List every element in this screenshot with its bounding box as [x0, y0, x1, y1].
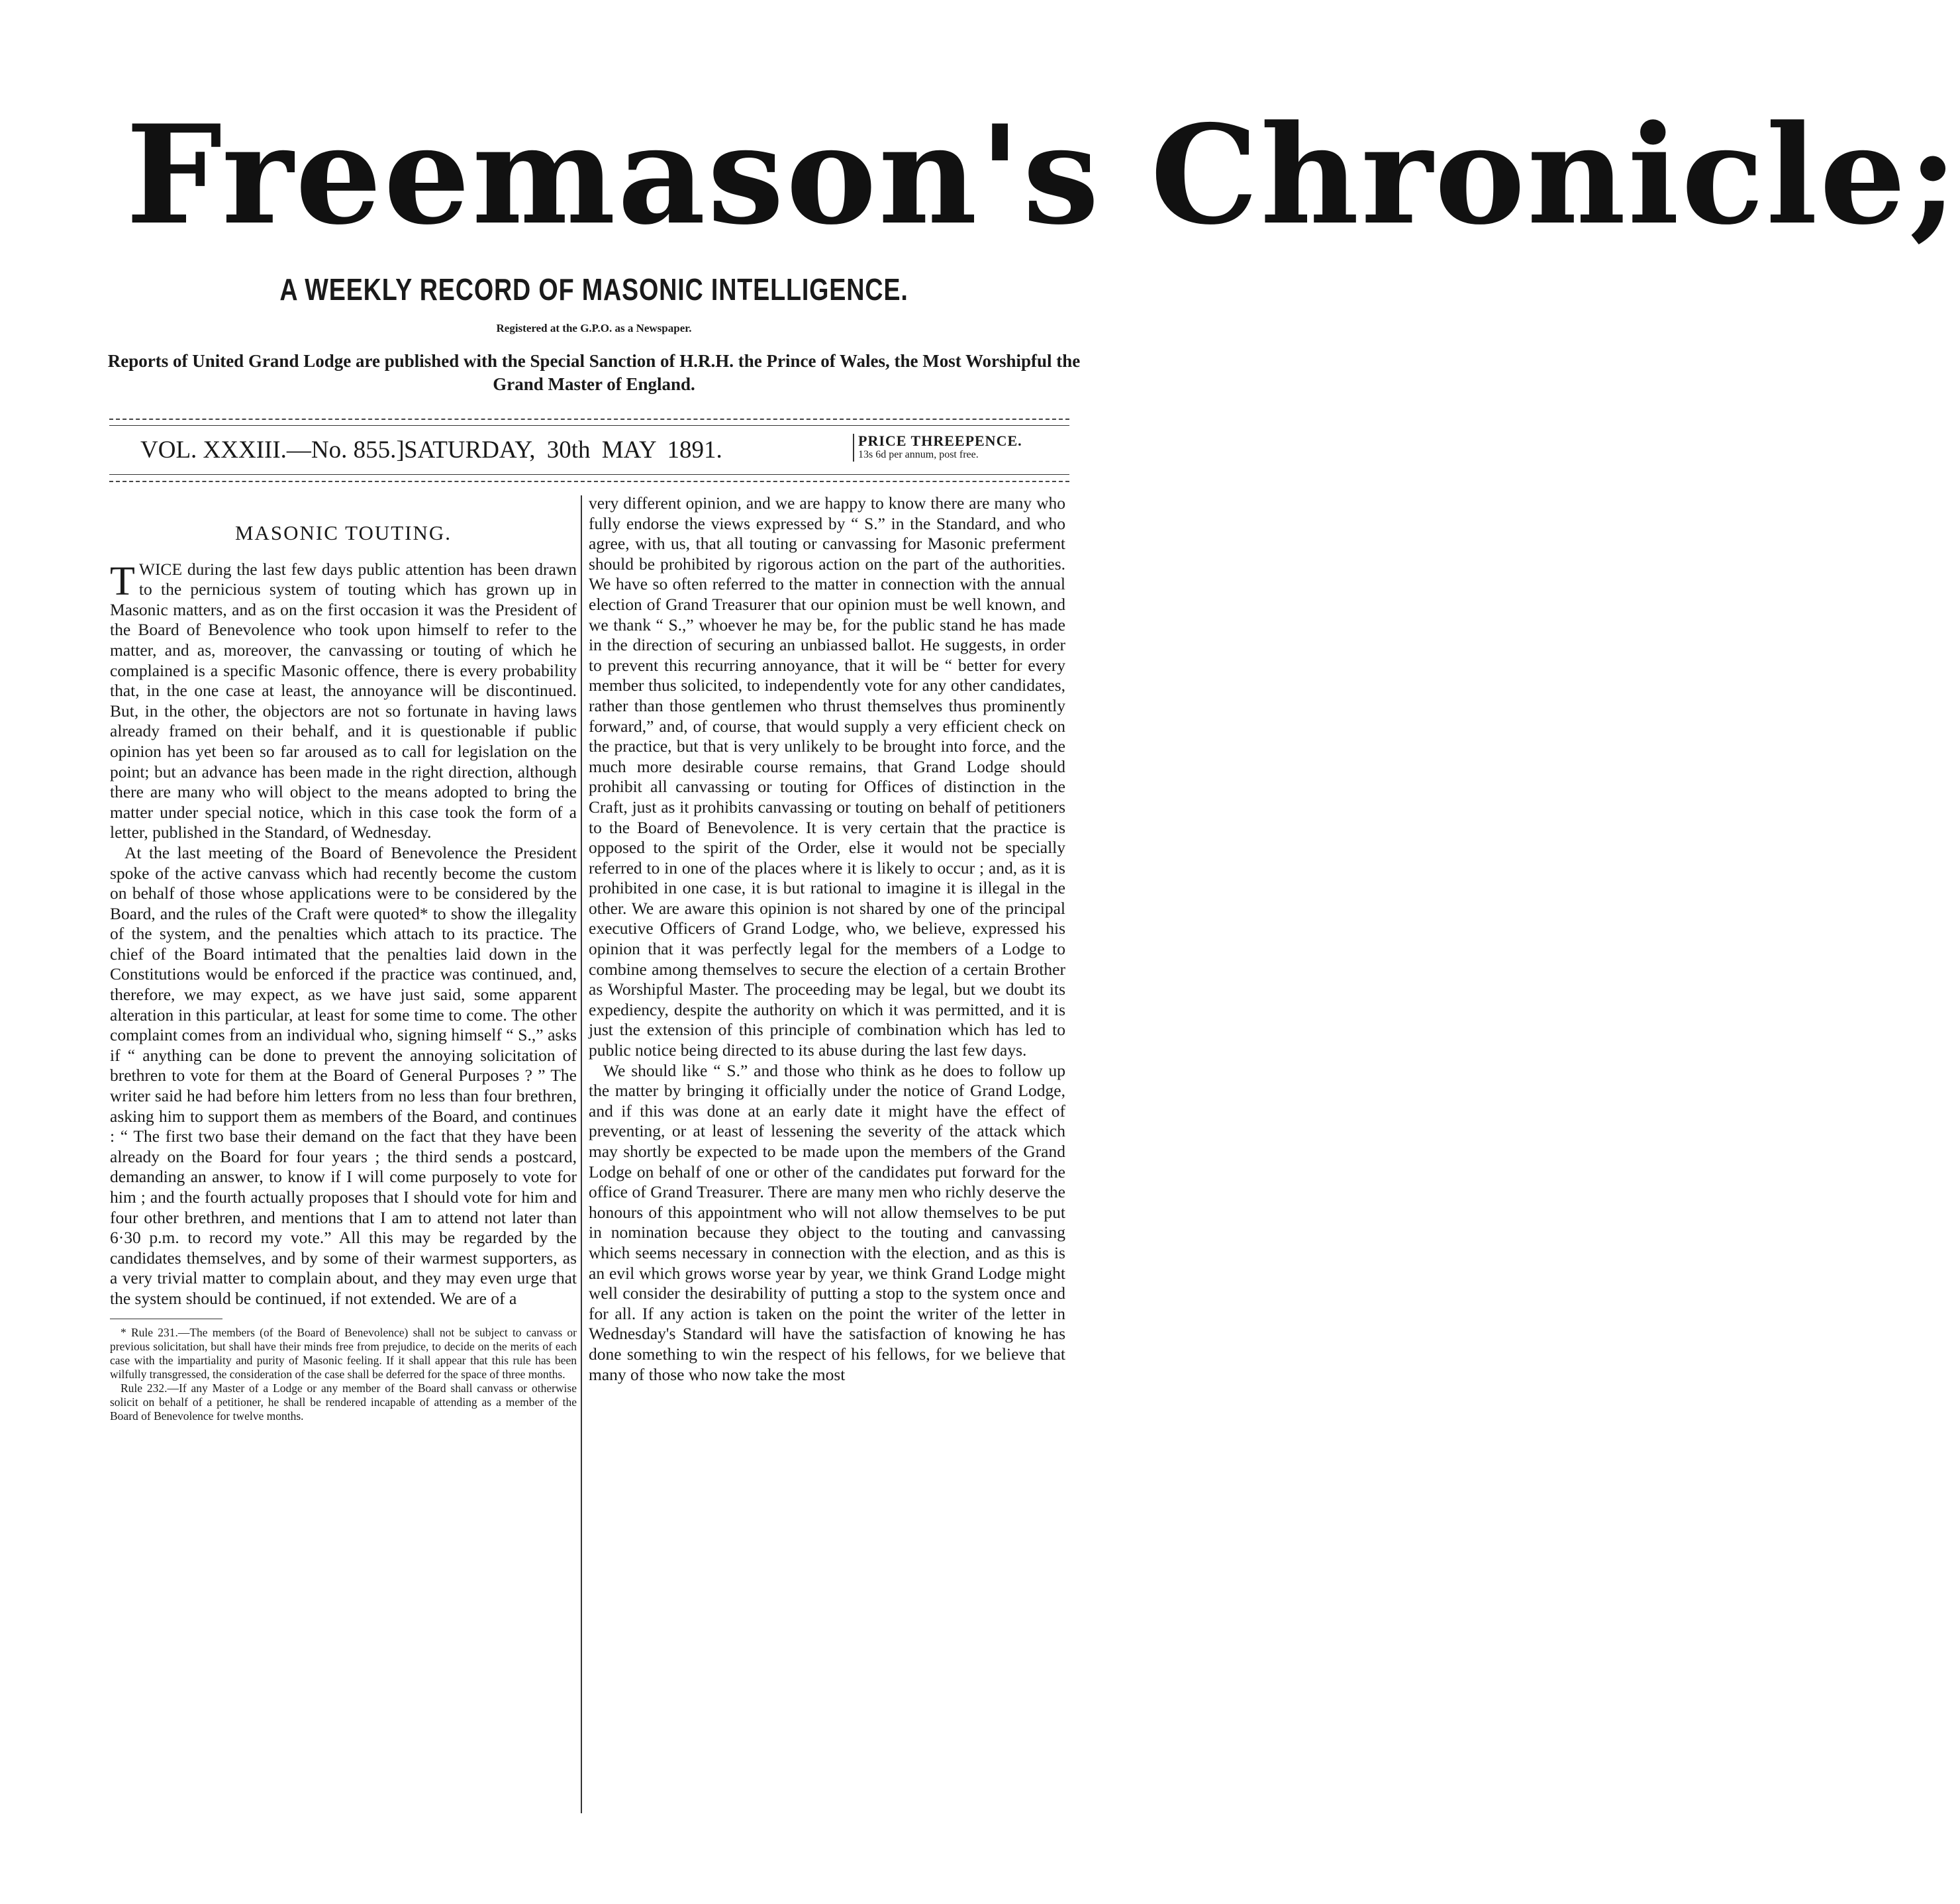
issue-price [853, 434, 1022, 462]
issue-volume: VOL. XXXIII.—No. 855.] [140, 436, 405, 464]
article-paragraph: We should like “ S.” and those who think as he does to follow up the matter by bringing it officially under the notice of Grand Lodge, and if this was done at an early date it might have the effect of preventing, or at least of lessening the severity of the attack which may shortly be expected to be made upon the members of the Grand Lodge on behalf of one or other of the candidates put forward for the office of Grand Treasurer. There are many men who richly deserve the honours of this appointment who will not allow themselves to be put in nomination because they object to the touting and canvassing which seems necessary in connection with the election, and as this is an evil which grows worse year by year, we think Grand Lodge might well consider the desirability of putting a stop to the system once and for all. If any action is taken on the point the writer of the letter in Wednesday's Standard will have the satisfaction of knowing he has done something to win the respect of his fellows, for we believe that many of those who now take the most [589, 1060, 1065, 1384]
registered-notice: Registered at the G.P.O. as a Newspaper. [496, 322, 692, 334]
article-paragraph: TWICE during the last few days public attention has been drawn to the pernicious system of touting which has grown up in Masonic matters, and as on the first occasion it was the President of the Board of Benevolence who took upon himself to refer to the matter, and as, moreover, the canvassing or touting of which he complained is a specific Masonic offence, there is every probability that, in the one case at least, the annoyance will be discontinued. But, in the other, the objectors are not so fortunate in having laws already framed on their behalf, and it is questionable if public opinion has yet been so far aroused as to call for legislation on the point; but an advance has been made in the right direction, although there are many who will object to the means adopted to bring the matter under special notice, which in this case took the form of a letter, published in the Standard, of Wednesday. [110, 558, 577, 842]
masthead-title: Freemason's Chronicle; [126, 96, 1960, 255]
header-rule-bottom-2 [109, 481, 1069, 482]
article-right-column [589, 493, 1065, 1385]
price-label: PRICE THREEPENCE. [858, 432, 1022, 449]
article-title: MASONIC TOUTING. [234, 521, 452, 544]
article-left-column [110, 493, 577, 1423]
footnotes [110, 1326, 577, 1423]
sanction-notice: Reports of United Grand Lodge are published with the Special Sanction of H.R.H. the Prince of Wales, the Most Worshipful the Grand Master of England. [107, 351, 1081, 394]
header-rule-top-2 [109, 425, 1069, 426]
header-rule-bottom [109, 474, 1069, 475]
column-divider [581, 495, 582, 1813]
article-paragraph: At the last meeting of the Board of Benevolence the President spoke of the active canvass which had recently become the custom on behalf of those whose applications were to be considered by the Board, and the rules of the Craft were quoted* to show the illegality of the system, and the penalties which attach to its practice. The chief of the Board intimated that the penalties laid down in the Constitutions would be enforced if the practice was continued, and, therefore, we may expect, as we have just said, some apparent alteration in this particular, at least for some time to come. The other complaint comes from an individual who, signing himself “ S.,” asks if “ anything can be done to prevent the annoying solicitation of brethren to vote for them at the Board of General Purposes ? ” The writer said he had before him letters from no less than four brethren, asking him to support them as members of the Board, and continues : “ The first two base their demand on the fact that they have been already on the Board for four years ; the third sends a postcard, demanding an answer, to know if I will come purposely to vote for him ; and the fourth actually proposes that I should vote for him and four other brethren, and mentions that I am to attend not later than 6·30 p.m. to record my vote.” All this may be regarded by the candidates themselves, and by some of their warmest supporters, as a very trivial matter to complain about, and they may even urge that the system should be continued, if not extended. We are of a [110, 842, 577, 1308]
header-rule-top [109, 419, 1069, 420]
issue-date: SATURDAY, 30th MAY 1891. [404, 436, 722, 464]
drop-cap: T [110, 558, 135, 604]
subscription-label: 13s 6d per annum, post free. [858, 449, 979, 460]
footnote-rule-232: Rule 232.—If any Master of a Lodge or any member of the Board shall canvass or otherwise solicit on behalf of a petitioner, he shall be rendered incapable of attending as a member of the Board of Benevolence for twelve months. [110, 1381, 577, 1423]
masthead-subtitle: A WEEKLY RECORD OF MASONIC INTELLIGENCE. [279, 272, 908, 307]
article-paragraph: very different opinion, and we are happy to know there are many who fully endorse the views expressed by “ S.” in the Standard, and who agree, with us, that all touting or canvassing for Masonic preferment should be prohibited by rigorous action on the part of the authorities. We have so often referred to the matter in connection with the annual election of Grand Treasurer that our opinion must be well known, and we thank “ S.,” whoever he may be, for the public stand he has made in the direction of securing an unbiassed ballot. He suggests, in order to prevent this recurring annoyance, that it will be “ better for every member thus solicited, to independently vote for any other candidates, rather than those gentlemen who thrust themselves thus prominently forward,” and, of course, that would supply a very efficient check on the practice, but that is very unlikely to be brought into force, and the much more desirable course remains, that Grand Lodge should prohibit all canvassing or touting for Offices of distinction in the Craft, just as it prohibits canvassing or touting on behalf of petitioners to the Board of Benevolence. It is very certain that the practice is opposed to the spirit of the Order, else it would not be specially referred to in one of the places where it is likely to occur ; and, as it is prohibited in one case, it is but rational to imagine it is illegal in the other. We are aware this opinion is not shared by one of the principal executive Officers of Grand Lodge, who, we believe, expressed his opinion that it was perfectly legal for the members of a Lodge to combine among themselves to secure the election of a certain Brother as Worshipful Master. The proceeding may be legal, but we doubt its expediency, despite the authority on which it was permitted, and it is just the extension of this principle of combination which has led to public notice being directed to its abuse during the last few days. [589, 493, 1065, 1060]
footnote-rule-231: * Rule 231.—The members (of the Board of Benevolence) shall not be subject to canvass or previous solicitation, but shall have their minds free from prejudice, to decide on the merits of each case with the impartiality and purity of Masonic feeling. If it shall appear that this rule has been wilfully transgressed, the consideration of the case shall be deferred for the space of three months. [110, 1325, 577, 1381]
